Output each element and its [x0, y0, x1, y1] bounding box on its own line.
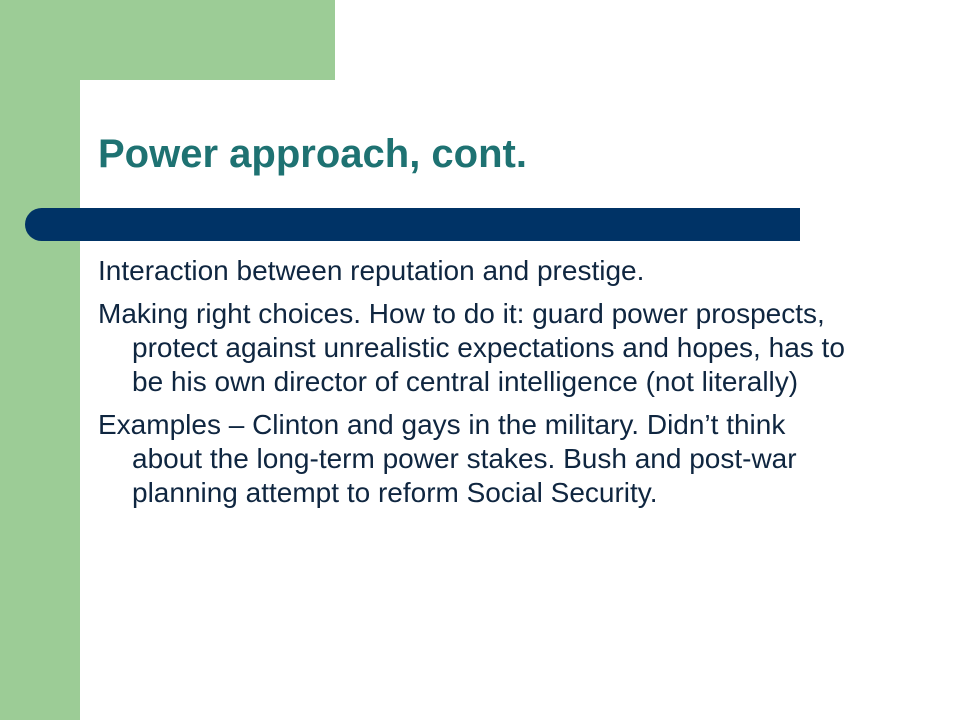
title-underline-bar [25, 208, 800, 241]
bullet-item: Making right choices. How to do it: guard power prospects, protect against unrealistic expectations and hopes, has to be his own director of central intelligence (not literally) [98, 298, 845, 397]
bullet-list [98, 254, 858, 519]
bullet-item: Interaction between reputation and prestige. [98, 255, 645, 286]
left-accent-band [0, 0, 80, 720]
bullet-item: Examples – Clinton and gays in the military. Didn’t think about the long-term power stakes. Bush and post-war planning attempt to reform Social Security. [98, 409, 797, 508]
slide-title: Power approach, cont. [98, 132, 527, 176]
top-accent-block [0, 0, 335, 80]
